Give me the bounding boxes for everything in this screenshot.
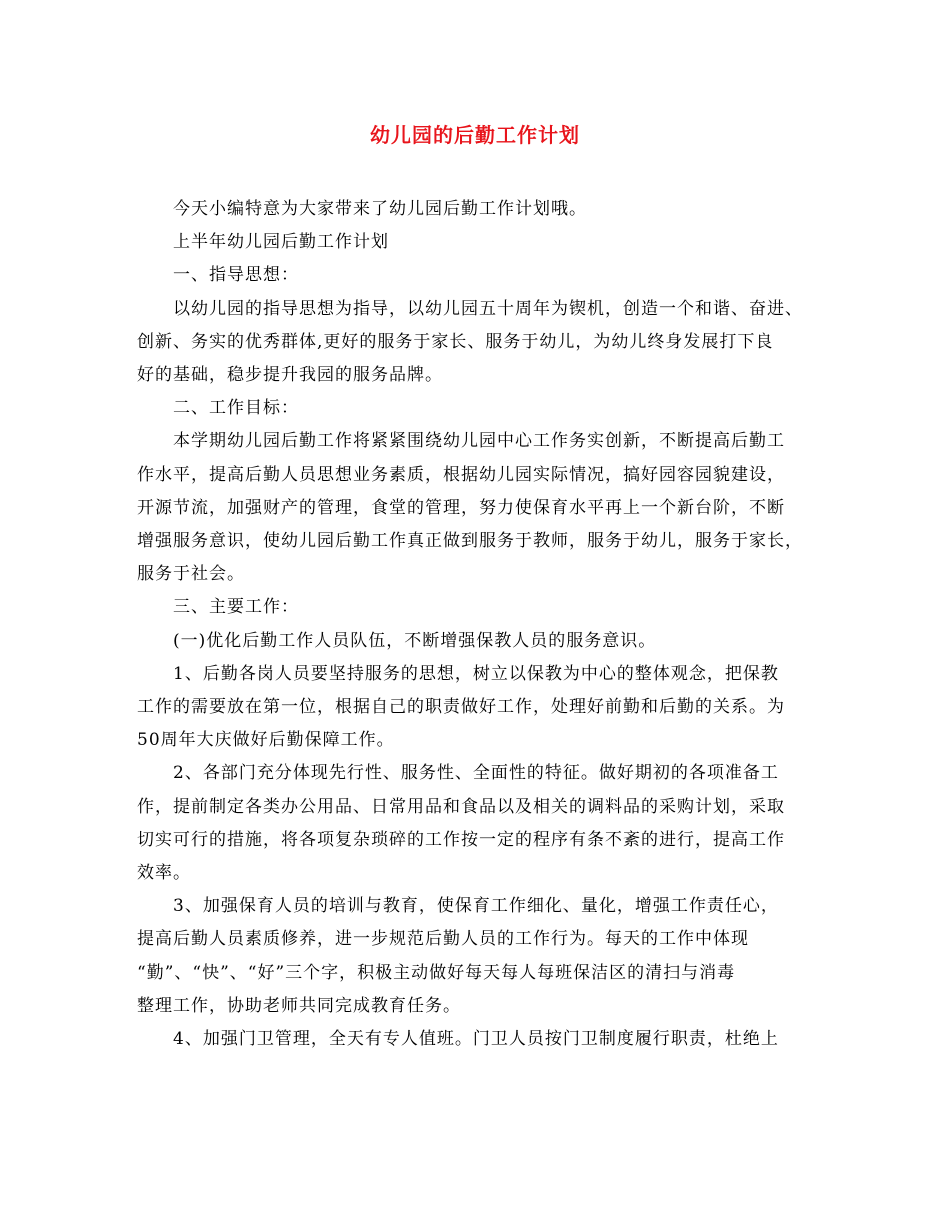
text-line: 开源节流，加强财产的管理，食堂的管理，努力使保育水平再上一个新台阶，不断 bbox=[137, 497, 785, 518]
text-line: 增强服务意识，使幼儿园后勤工作真正做到服务于教师，服务于幼儿，服务于家长， bbox=[137, 531, 803, 552]
text-line: 提高后勤人员素质修养，进一步规范后勤人员的工作行为。每天的工作中体现 bbox=[137, 929, 749, 950]
text-line: 50周年大庆做好后勤保障工作。 bbox=[137, 730, 395, 751]
text-line: 作水平，提高后勤人员思想业务素质，根据幼儿园实际情况，搞好园容园貌建设， bbox=[137, 464, 785, 485]
text-line: 好的基础，稳步提升我园的服务品牌。 bbox=[137, 365, 443, 386]
text-line: 作，提前制定各类办公用品、日常用品和食品以及相关的调料品的采购计划，采取 bbox=[137, 796, 785, 817]
text-line: 工作的需要放在第一位，根据自己的职责做好工作，处理好前勤和后勤的关系。为 bbox=[137, 697, 785, 718]
subsection-heading: (一)优化后勤工作人员队伍，不断增强保教人员的服务意识。 bbox=[173, 630, 657, 651]
section-heading: 三、主要工作： bbox=[173, 597, 299, 618]
text-line: 3、加强保育人员的培训与教育，使保育工作细化、量化，增强工作责任心， bbox=[173, 896, 779, 917]
section-subtitle: 上半年幼儿园后勤工作计划 bbox=[173, 232, 389, 253]
text-line: 2、各部门充分体现先行性、服务性、全面性的特征。做好期初的各项准备工 bbox=[173, 763, 779, 784]
text-line: 切实可行的措施，将各项复杂琐碎的工作按一定的程序有条不紊的进行，提高工作 bbox=[137, 829, 785, 850]
section-heading: 二、工作目标： bbox=[173, 398, 299, 419]
text-line: 效率。 bbox=[137, 863, 191, 884]
text-line: 整理工作，协助老师共同完成教育任务。 bbox=[137, 995, 461, 1016]
text-line: “勤”、“快”、“好”三个字，积极主动做好每天每人每班保洁区的清扫与消毒 bbox=[137, 962, 736, 983]
section-heading: 一、指导思想： bbox=[173, 265, 299, 286]
document-title: 幼儿园的后勤工作计划 bbox=[370, 123, 580, 147]
text-line: 以幼儿园的指导思想为指导，以幼儿园五十周年为锲机，创造一个和谐、奋进、 bbox=[173, 298, 803, 319]
text-line: 1、后勤各岗人员要坚持服务的思想，树立以保教为中心的整体观念，把保教 bbox=[173, 663, 779, 684]
text-line: 本学期幼儿园后勤工作将紧紧围绕幼儿园中心工作务实创新，不断提高后勤工 bbox=[173, 431, 785, 452]
text-line: 服务于社会。 bbox=[137, 564, 245, 585]
text-line: 4、加强门卫管理，全天有专人值班。门卫人员按门卫制度履行职责，杜绝上 bbox=[173, 1029, 779, 1050]
text-line: 创新、务实的优秀群体,更好的服务于家长、服务于幼儿，为幼儿终身发展打下良 bbox=[137, 331, 774, 352]
text-line: 今天小编特意为大家带来了幼儿园后勤工作计划哦。 bbox=[173, 199, 587, 219]
document-body bbox=[137, 193, 827, 1056]
